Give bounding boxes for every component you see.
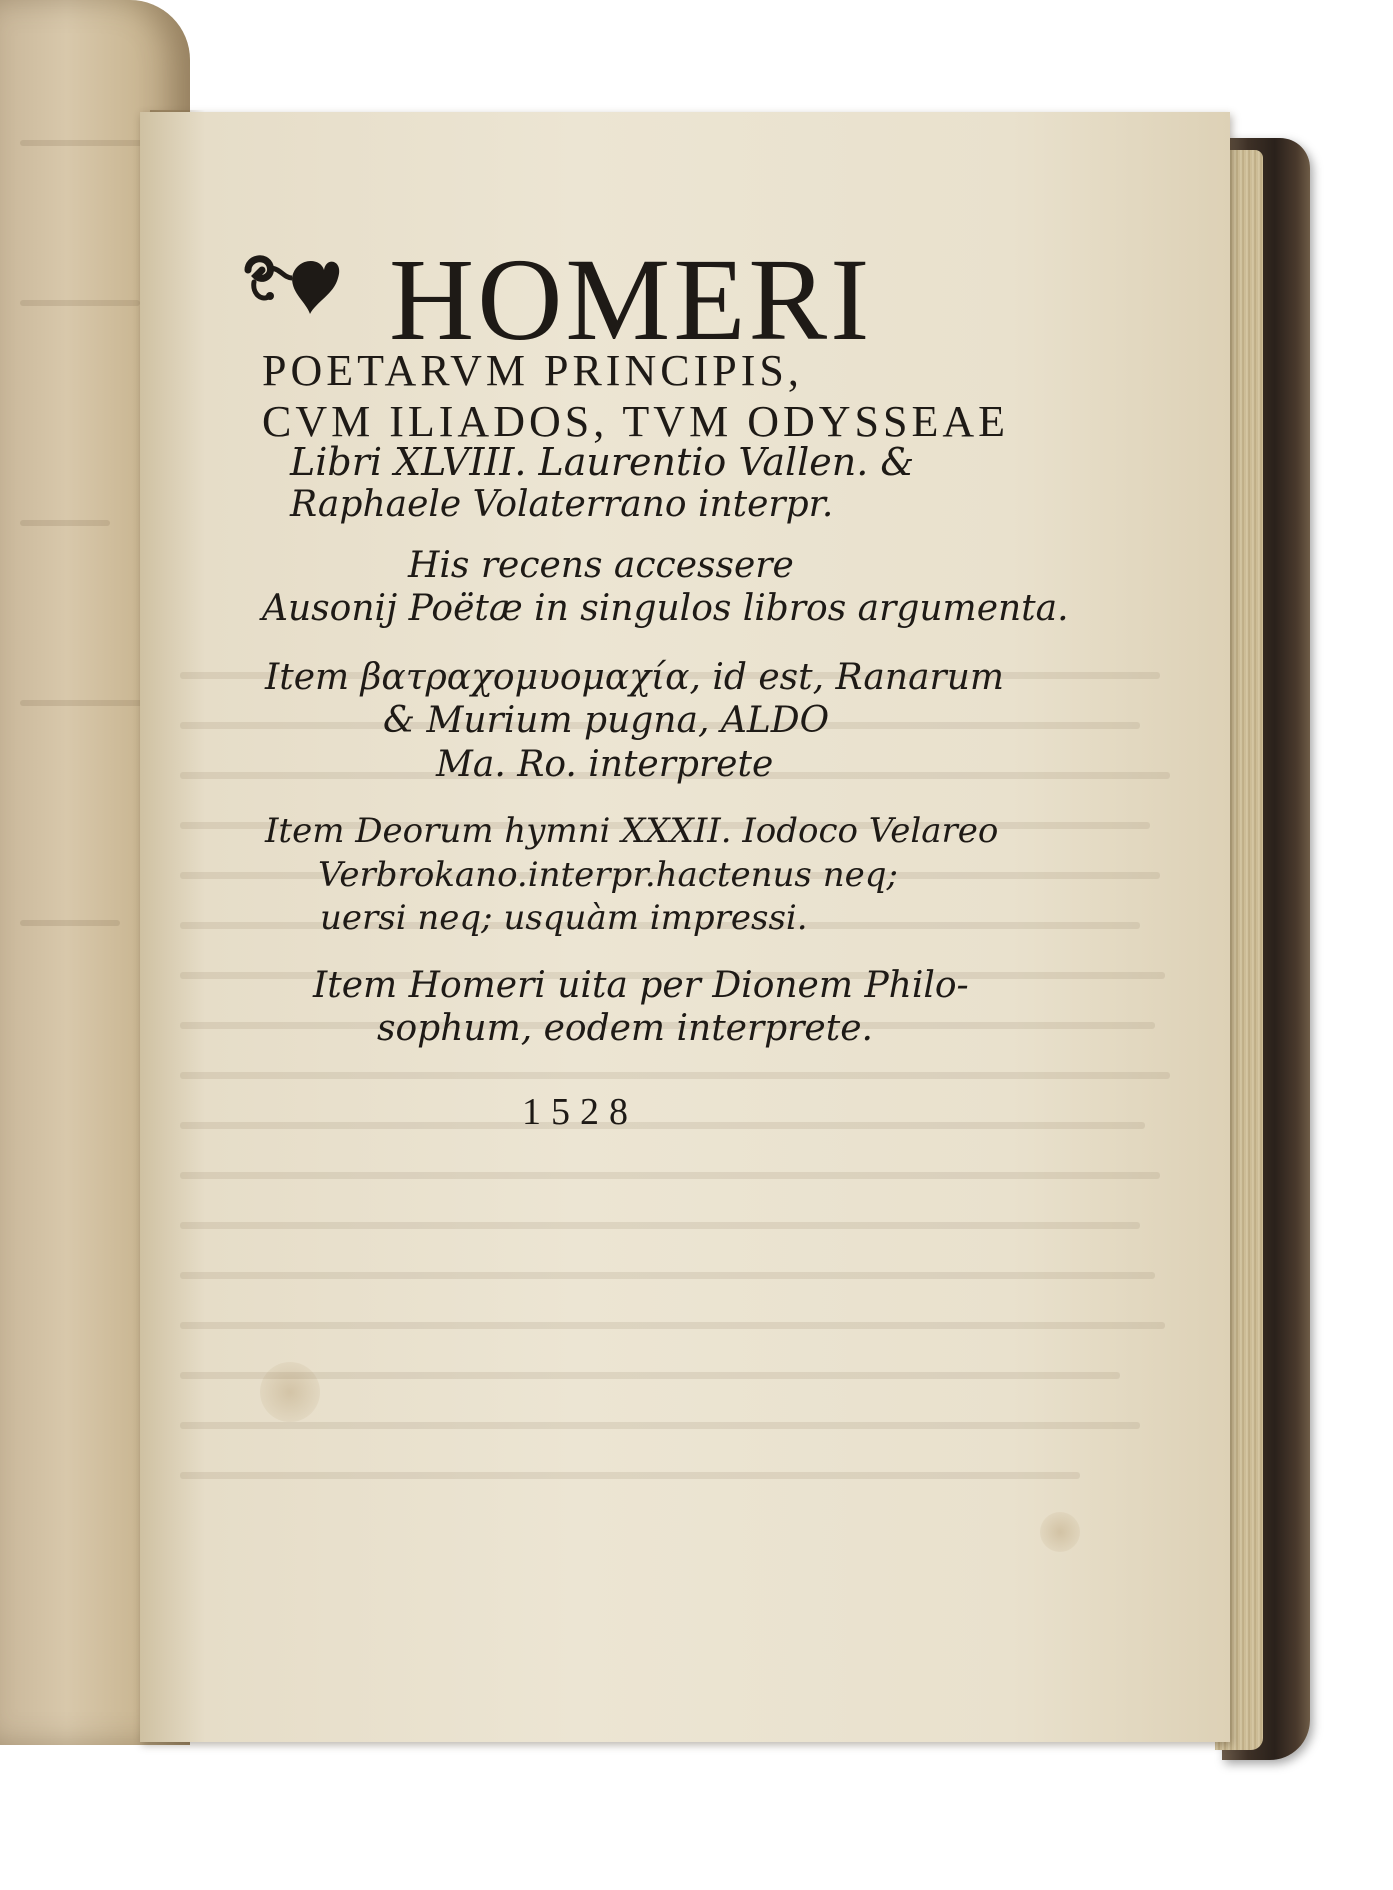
line-sophum: sophum, eodem interprete.: [377, 1008, 873, 1049]
line-ausonij: Ausonij Poëtæ in singulos libros argumenta.: [262, 588, 1069, 629]
hedera-leaf-ornament-icon: [240, 248, 350, 318]
subtitle-cum-iliados: CVM ILIADOS, TVM ODYSSEAE: [262, 397, 1010, 446]
line-uersi: uersi neq; usquàm impressi.: [320, 898, 808, 938]
line-raphaele: Raphaele Volaterrano interpr.: [290, 484, 834, 525]
line-libri: Libri XLVIII. Laurentio Vallen. &: [290, 440, 915, 484]
subtitle-poetarum: POETARVM PRINCIPIS,: [262, 346, 803, 395]
line-item-batrachomyomachia: Item βατραχομυομαχία, id est, Ranarum: [265, 657, 1005, 698]
line-item-homeri-uita: Item Homeri uita per Dionem Philo-: [313, 965, 969, 1006]
line-verbrokano: Verbrokano.interpr.hactenus neq;: [318, 855, 898, 895]
line-murium: & Murium pugna, ALDO: [383, 700, 830, 741]
line-ma-ro: Ma. Ro. interprete: [436, 744, 774, 785]
line-item-deorum-hymni: Item Deorum hymni XXXII. Iodoco Velareo: [265, 811, 999, 851]
publication-year: 1528: [522, 1091, 638, 1133]
main-title: HOMERI: [389, 234, 873, 365]
line-his-recens: His recens accessere: [408, 545, 794, 586]
